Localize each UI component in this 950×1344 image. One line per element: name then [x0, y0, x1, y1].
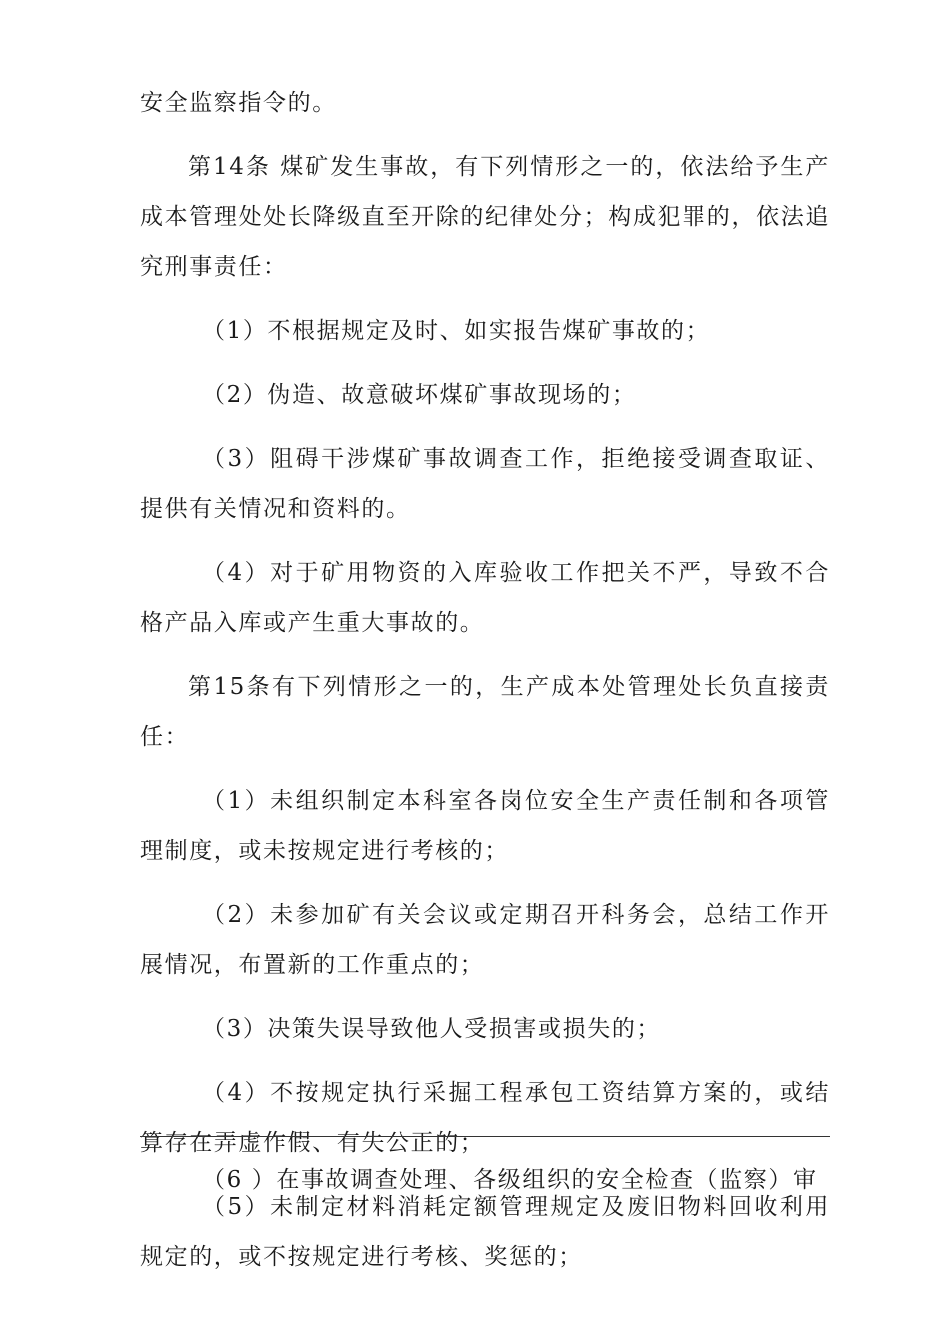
list-item: （5）未制定材料消耗定额管理规定及废旧物料回收利用规定的，或不按规定进行考核、奖惩的； — [140, 1194, 830, 1270]
list-item: （4）对于矿用物资的入库验收工作把关不严，导致不合格产品入库或产生重大事故的。 — [140, 560, 830, 636]
list-item: （2）未参加矿有关会议或定期召开科务会，总结工作开展情况，布置新的工作重点的； — [140, 902, 830, 978]
next-page-fragment — [140, 1155, 830, 1219]
list-item: （6 ）在事故调查处理、各级组织的安全检查（监察）审 — [202, 1167, 818, 1193]
list-item: （1）未组织制定本科室各岗位安全生产责任制和各项管理制度，或未按规定进行考核的； — [140, 788, 830, 864]
list-item: （4）不按规定执行采掘工程承包工资结算方案的，或结算存在弄虚作假、有失公正的； — [140, 1080, 830, 1156]
document-body — [140, 78, 830, 1296]
article-15-heading: 第15条有下列情形之一的，生产成本处管理处长负直接责任： — [140, 674, 830, 750]
list-item: （1）不根据规定及时、如实报告煤矿事故的； — [202, 318, 711, 344]
page-divider — [140, 1136, 830, 1137]
paragraph: 安全监察指令的。 — [140, 90, 337, 116]
list-item: （2）伪造、故意破坏煤矿事故现场的； — [202, 382, 637, 408]
list-item: （3）阻碍干涉煤矿事故调查工作，拒绝接受调查取证、提供有关情况和资料的。 — [140, 446, 830, 522]
article-14-heading: 第14条 煤矿发生事故，有下列情形之一的，依法给予生产成本管理处处长降级直至开除的纪律处分；构成犯罪的，依法追究刑事责任： — [140, 154, 830, 280]
list-item: （3）决策失误导致他人受损害或损失的； — [202, 1016, 662, 1042]
